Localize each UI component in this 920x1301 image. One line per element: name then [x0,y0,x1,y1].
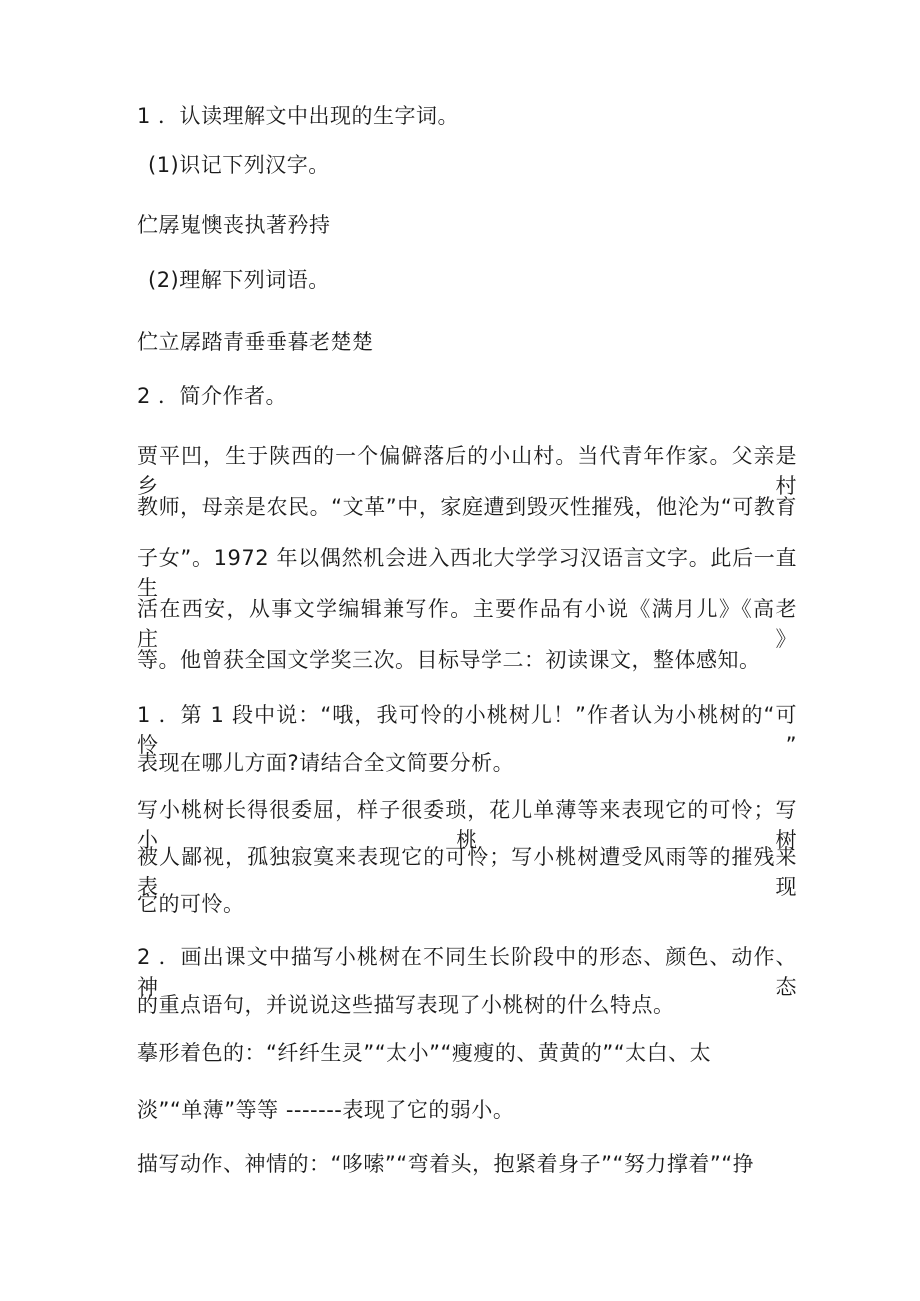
question-1-line: 1 ．第 1 段中说：“哦，我可怜的小桃树儿！”作者认为小桃树的“可怜” [137,703,797,757]
answer-2-line: 描写动作、神情的：“哆嗦”“弯着头，抱紧着身子”“努力撑着”“挣 [137,1152,755,1176]
answer-1-line: 被人鄙视，孤独寂寞来表现它的可怜；写小桃树遭受风雨等的摧残来表现 [137,845,797,899]
answer-2-line: 淡”“单薄”等等 -------表现了它的弱小。 [137,1098,515,1122]
question-2-line: 2 ．画出课文中描写小桃树在不同生长阶段中的形态、颜色、动作、神态 [137,945,797,999]
question-2-line: 的重点语句，并说说这些描写表现了小桃树的什么特点。 [137,993,675,1017]
vocabulary-list: 伫立孱踏青垂垂暮老楚楚 [137,330,374,354]
subsection-heading-1: (1)识记下列汉字。 [148,153,330,177]
character-list: 伫孱嵬懊丧执著矜持 [137,213,331,237]
answer-1-line: 写小桃树长得很委屈，样子很委琐，花儿单薄等来表现它的可怜；写小桃树 [137,798,797,852]
subsection-heading-2: (2)理解下列词语。 [148,268,330,292]
author-bio-line: 等。他曾获全国文学奖三次。目标导学二：初读课文，整体感知。 [137,648,761,672]
answer-2-line: 摹形着色的：“纤纤生灵”“太小”“瘦瘦的、黄黄的”“太白、太 [137,1041,712,1065]
question-1-line: 表现在哪儿方面?请结合全文简要分析。 [137,751,515,775]
author-bio-line: 活在西安，从事文学编辑兼写作。主要作品有小说《满月儿》《高老庄》 [137,597,797,651]
author-bio-line: 子女”。1972 年以偶然机会进入西北大学学习汉语言文字。此后一直生 [137,546,797,600]
section-heading-1: 1 ．认读理解文中出现的生字词。 [137,104,460,128]
author-bio-line: 教师，母亲是农民。“文革”中，家庭遭到毁灭性摧残，他沦为“可教育 [137,495,797,519]
section-heading-2: 2 ．简介作者。 [137,384,288,408]
answer-1-line: 它的可怜。 [137,892,245,916]
author-bio-line: 贾平凹，生于陕西的一个偏僻落后的小山村。当代青年作家。父亲是乡村 [137,444,797,498]
